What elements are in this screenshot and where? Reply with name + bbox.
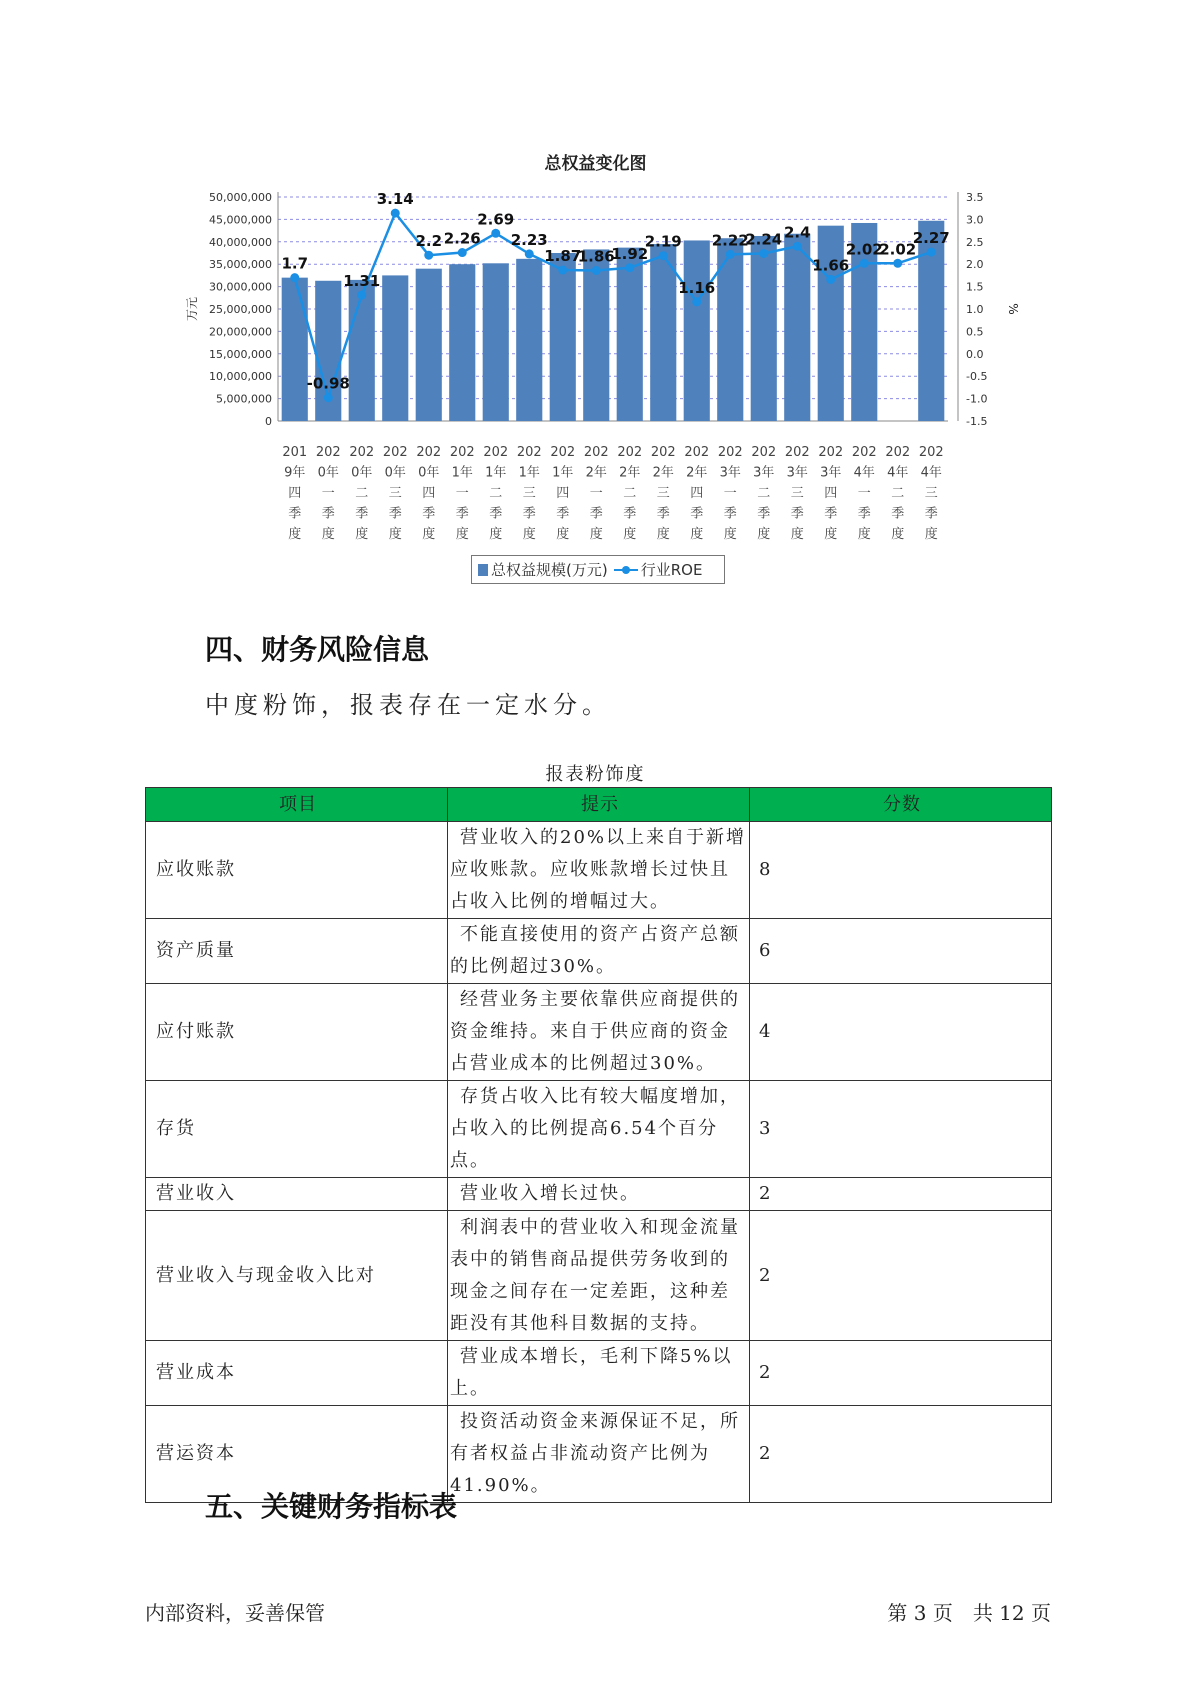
x-tick-label: 3年 [786, 465, 808, 481]
x-tick-label: 二 [489, 486, 503, 501]
footer-page-number: 第 3 页 共 12 页 [887, 1601, 1051, 1625]
row-score: 2 [750, 1406, 1052, 1503]
x-tick-label: 季 [556, 506, 570, 522]
x-tick-label: 季 [757, 506, 771, 522]
y-left-tick: 25,000,000 [209, 303, 272, 316]
table-row [146, 1341, 1052, 1406]
y-right-tick: 1.0 [966, 303, 984, 316]
x-tick-label: 季 [388, 506, 402, 522]
y-left-tick: 50,000,000 [209, 191, 272, 204]
roe-data-label: 2.23 [510, 230, 548, 249]
x-tick-label: 202 [717, 445, 743, 460]
roe-point [793, 242, 802, 251]
section-4-title: 四、财务风险信息 [205, 633, 430, 666]
x-tick-label: 季 [790, 506, 804, 522]
x-tick-label: 一 [321, 486, 335, 501]
y-right-tick: -0.5 [966, 370, 988, 384]
roe-data-label: 2.69 [477, 210, 515, 229]
x-tick-label: 三 [656, 486, 670, 501]
x-tick-label: 202 [818, 445, 844, 460]
roe-data-label: 2.22 [711, 231, 749, 250]
roe-data-label: 2.2 [415, 232, 443, 251]
equity-bar [282, 278, 308, 421]
chart-legend [471, 555, 725, 584]
y-left-tick: 5,000,000 [216, 392, 272, 406]
x-tick-label: 四 [288, 486, 302, 501]
roe-data-label: 2.26 [443, 229, 481, 248]
x-tick-label: 季 [623, 506, 637, 522]
x-tick-label: 4年 [920, 465, 942, 481]
x-tick-label: 季 [824, 506, 838, 522]
equity-bar [684, 240, 710, 421]
y-right-tick: 0.5 [966, 325, 984, 339]
roe-point [458, 248, 467, 257]
roe-point [860, 259, 869, 268]
x-tick-label: 9年 [284, 465, 306, 481]
header-item: 项目 [146, 788, 448, 822]
equity-bar [382, 275, 408, 421]
x-tick-label: 季 [924, 506, 938, 522]
x-tick-label: 202 [516, 445, 542, 460]
y-left-tick: 20,000,000 [209, 325, 272, 339]
roe-point [324, 393, 333, 402]
roe-point [659, 251, 668, 260]
y-left-tick: 35,000,000 [209, 258, 272, 272]
roe-point [592, 266, 601, 275]
x-tick-label: 1年 [485, 465, 507, 481]
equity-bar [751, 236, 777, 421]
x-tick-label: 202 [617, 445, 643, 460]
x-tick-label: 0年 [418, 465, 440, 481]
bar-swatch-icon [478, 564, 488, 576]
roe-data-label: 1.92 [611, 244, 649, 263]
x-tick-label: 季 [723, 506, 737, 522]
roe-point [491, 229, 500, 238]
x-tick-label: 二 [757, 486, 771, 501]
equity-bar [550, 253, 576, 421]
equity-bar [583, 249, 609, 421]
x-tick-label: 0年 [317, 465, 339, 481]
x-tick-label: 202 [315, 445, 341, 460]
x-tick-label: 一 [857, 486, 871, 501]
x-tick-label: 度 [288, 527, 302, 542]
x-tick-label: 度 [489, 527, 503, 542]
row-item: 营业收入与现金收入比对 [146, 1211, 448, 1341]
roe-data-label: 2.27 [912, 229, 950, 248]
y-right-label: % [1006, 303, 1020, 315]
x-tick-label: 度 [690, 527, 704, 542]
x-tick-label: 季 [355, 506, 369, 522]
x-tick-label: 202 [851, 445, 877, 460]
footer-confidential: 内部资料，妥善保管 [145, 1601, 325, 1625]
y-left-label: 万元 [185, 296, 199, 322]
x-tick-label: 三 [388, 486, 402, 501]
row-item: 营运资本 [146, 1406, 448, 1503]
header-hint: 提示 [448, 788, 750, 822]
x-tick-label: 度 [891, 527, 905, 542]
roe-data-label: 2.02 [845, 240, 883, 259]
row-hint: 投资活动资金来源保证不足，所有者权益占非流动资产比例为41.90%。 [448, 1406, 750, 1503]
x-tick-label: 二 [623, 486, 637, 501]
row-hint: 营业收入增长过快。 [448, 1178, 750, 1211]
x-tick-label: 202 [751, 445, 777, 460]
roe-point [625, 263, 634, 272]
x-tick-label: 202 [650, 445, 676, 460]
equity-bar [483, 263, 509, 421]
x-tick-label: 季 [321, 506, 335, 522]
equity-bar [449, 264, 475, 421]
x-tick-label: 四 [690, 486, 704, 501]
roe-data-label: 1.66 [812, 256, 850, 275]
section-5-title: 五、关键财务指标表 [205, 1490, 458, 1523]
x-tick-label: 三 [790, 486, 804, 501]
row-item: 资产质量 [146, 919, 448, 984]
x-tick-label: 202 [349, 445, 375, 460]
x-tick-label: 一 [455, 486, 469, 501]
x-tick-label: 一 [723, 486, 737, 501]
x-tick-label: 度 [556, 527, 570, 542]
x-tick-label: 202 [885, 445, 911, 460]
x-tick-label: 度 [455, 527, 469, 542]
roe-data-label: 1.31 [343, 272, 381, 291]
roe-data-label: 2.4 [783, 223, 811, 242]
x-tick-label: 202 [550, 445, 576, 460]
row-score: 3 [750, 1081, 1052, 1178]
x-tick-label: 2年 [652, 465, 674, 481]
legend-item-roe [614, 559, 703, 580]
row-score: 2 [750, 1211, 1052, 1341]
x-tick-label: 1年 [518, 465, 540, 481]
y-right-tick: -1.0 [966, 392, 988, 406]
roe-data-label: 3.14 [376, 190, 414, 209]
roe-data-label: 1.87 [544, 247, 582, 266]
x-tick-label: 季 [422, 506, 436, 522]
x-tick-label: 2年 [686, 465, 708, 481]
x-tick-label: 度 [857, 527, 871, 542]
roe-data-label: 1.86 [577, 247, 615, 266]
y-left-tick: 40,000,000 [209, 235, 272, 249]
equity-chart [0, 0, 1191, 550]
y-right-tick: 2.5 [966, 235, 984, 249]
x-tick-label: 202 [382, 445, 408, 460]
y-right-tick: 0.0 [966, 347, 984, 361]
x-tick-label: 度 [757, 527, 771, 542]
row-hint: 营业收入的20%以上来自于新增应收账款。应收账款增长过快且占收入比例的增幅过大。 [448, 822, 750, 919]
equity-bar [516, 259, 542, 421]
x-tick-label: 3年 [719, 465, 741, 481]
roe-data-label: -0.98 [306, 374, 350, 393]
x-tick-label: 季 [589, 506, 603, 522]
y-right-tick: 1.5 [966, 280, 984, 294]
equity-bar [416, 269, 442, 421]
x-tick-label: 202 [684, 445, 710, 460]
equity-bar [650, 244, 676, 421]
y-left-tick: 30,000,000 [209, 280, 272, 294]
x-tick-label: 202 [784, 445, 810, 460]
x-tick-label: 202 [918, 445, 944, 460]
y-right-tick: 3.0 [966, 213, 984, 227]
roe-point [726, 250, 735, 259]
legend-label-roe: 行业ROE [640, 561, 703, 579]
x-tick-label: 4年 [887, 465, 909, 481]
table-row [146, 919, 1052, 984]
risk-table [145, 787, 1052, 1503]
x-tick-label: 202 [449, 445, 475, 460]
x-tick-label: 2年 [585, 465, 607, 481]
table-row [146, 822, 1052, 919]
table-row [146, 1211, 1052, 1341]
row-score: 6 [750, 919, 1052, 984]
legend-label-equity: 总权益规模(万元) [491, 561, 608, 579]
equity-bar [349, 280, 375, 421]
y-right-tick: 2.0 [966, 258, 984, 272]
x-tick-label: 0年 [351, 465, 373, 481]
row-item: 应付账款 [146, 984, 448, 1081]
x-tick-label: 四 [556, 486, 570, 501]
y-left-tick: 15,000,000 [209, 347, 272, 361]
y-left-tick: 0 [265, 415, 272, 428]
row-item: 应收账款 [146, 822, 448, 919]
row-hint: 利润表中的营业收入和现金流量表中的销售商品提供劳务收到的现金之间存在一定差距，这种差距没有其他科目数据的支持。 [448, 1211, 750, 1341]
table-row [146, 984, 1052, 1081]
x-tick-label: 三 [522, 486, 536, 501]
x-tick-label: 2年 [619, 465, 641, 481]
x-tick-label: 度 [589, 527, 603, 542]
x-tick-label: 季 [857, 506, 871, 522]
x-tick-label: 度 [723, 527, 737, 542]
row-score: 4 [750, 984, 1052, 1081]
x-tick-label: 度 [422, 527, 436, 542]
x-tick-label: 度 [355, 527, 369, 542]
x-tick-label: 1年 [552, 465, 574, 481]
row-item: 营业收入 [146, 1178, 448, 1211]
roe-point [893, 259, 902, 268]
x-tick-label: 季 [522, 506, 536, 522]
line-swatch-icon [614, 564, 638, 576]
roe-point [290, 273, 299, 282]
x-tick-label: 季 [690, 506, 704, 522]
x-tick-label: 季 [288, 506, 302, 522]
table-caption: 报表粉饰度 [545, 764, 646, 785]
x-tick-label: 四 [824, 486, 838, 501]
table-row [146, 1081, 1052, 1178]
roe-point [826, 275, 835, 284]
x-tick-label: 季 [455, 506, 469, 522]
x-tick-label: 度 [924, 527, 938, 542]
x-tick-label: 二 [891, 486, 905, 501]
row-score: 2 [750, 1178, 1052, 1211]
row-hint: 营业成本增长，毛利下降5%以上。 [448, 1341, 750, 1406]
header-score: 分数 [750, 788, 1052, 822]
y-left-tick: 10,000,000 [209, 370, 272, 384]
table-row [146, 1178, 1052, 1211]
roe-data-label: 1.7 [281, 254, 309, 273]
chart-title: 总权益变化图 [544, 154, 647, 174]
roe-point [692, 297, 701, 306]
x-tick-label: 1年 [451, 465, 473, 481]
x-tick-label: 201 [282, 445, 308, 460]
x-tick-label: 度 [321, 527, 335, 542]
x-tick-label: 度 [522, 527, 536, 542]
roe-point [525, 249, 534, 258]
y-left-tick: 45,000,000 [209, 213, 272, 227]
x-tick-label: 202 [583, 445, 609, 460]
roe-point [927, 248, 936, 257]
x-tick-label: 季 [489, 506, 503, 522]
table-header-row [146, 788, 1052, 822]
row-hint: 存货占收入比有较大幅度增加，占收入的比例提高6.54个百分点。 [448, 1081, 750, 1178]
x-tick-label: 3年 [820, 465, 842, 481]
y-right-tick: 3.5 [966, 191, 984, 204]
x-tick-label: 3年 [753, 465, 775, 481]
legend-item-equity [478, 559, 608, 580]
roe-data-label: 2.19 [644, 232, 682, 251]
x-tick-label: 度 [656, 527, 670, 542]
x-tick-label: 度 [388, 527, 402, 542]
y-right-tick: -1.5 [966, 415, 988, 428]
roe-data-label: 1.16 [678, 278, 716, 297]
row-hint: 经营业务主要依靠供应商提供的资金维持。来自于供应商的资金占营业成本的比例超过30%。 [448, 984, 750, 1081]
x-tick-label: 202 [416, 445, 442, 460]
x-tick-label: 季 [891, 506, 905, 522]
x-tick-label: 度 [623, 527, 637, 542]
roe-point [424, 251, 433, 260]
x-tick-label: 度 [790, 527, 804, 542]
roe-point [357, 291, 366, 300]
equity-bar [784, 234, 810, 421]
x-tick-label: 0年 [384, 465, 406, 481]
x-tick-label: 一 [589, 486, 603, 501]
row-item: 存货 [146, 1081, 448, 1178]
row-score: 2 [750, 1341, 1052, 1406]
row-hint: 不能直接使用的资产占资产总额的比例超过30%。 [448, 919, 750, 984]
section-4-text: 中度粉饰，报表存在一定水分。 [205, 691, 611, 719]
equity-bar [818, 226, 844, 421]
x-tick-label: 三 [924, 486, 938, 501]
equity-bar [617, 248, 643, 421]
x-tick-label: 度 [824, 527, 838, 542]
row-item: 营业成本 [146, 1341, 448, 1406]
x-tick-label: 202 [483, 445, 509, 460]
x-tick-label: 季 [656, 506, 670, 522]
roe-data-label: 2.02 [879, 240, 917, 259]
row-score: 8 [750, 822, 1052, 919]
x-tick-label: 二 [355, 486, 369, 501]
roe-point [558, 266, 567, 275]
x-tick-label: 四 [422, 486, 436, 501]
roe-point [759, 249, 768, 258]
x-tick-label: 4年 [853, 465, 875, 481]
roe-point [391, 209, 400, 218]
roe-data-label: 2.24 [745, 230, 783, 249]
